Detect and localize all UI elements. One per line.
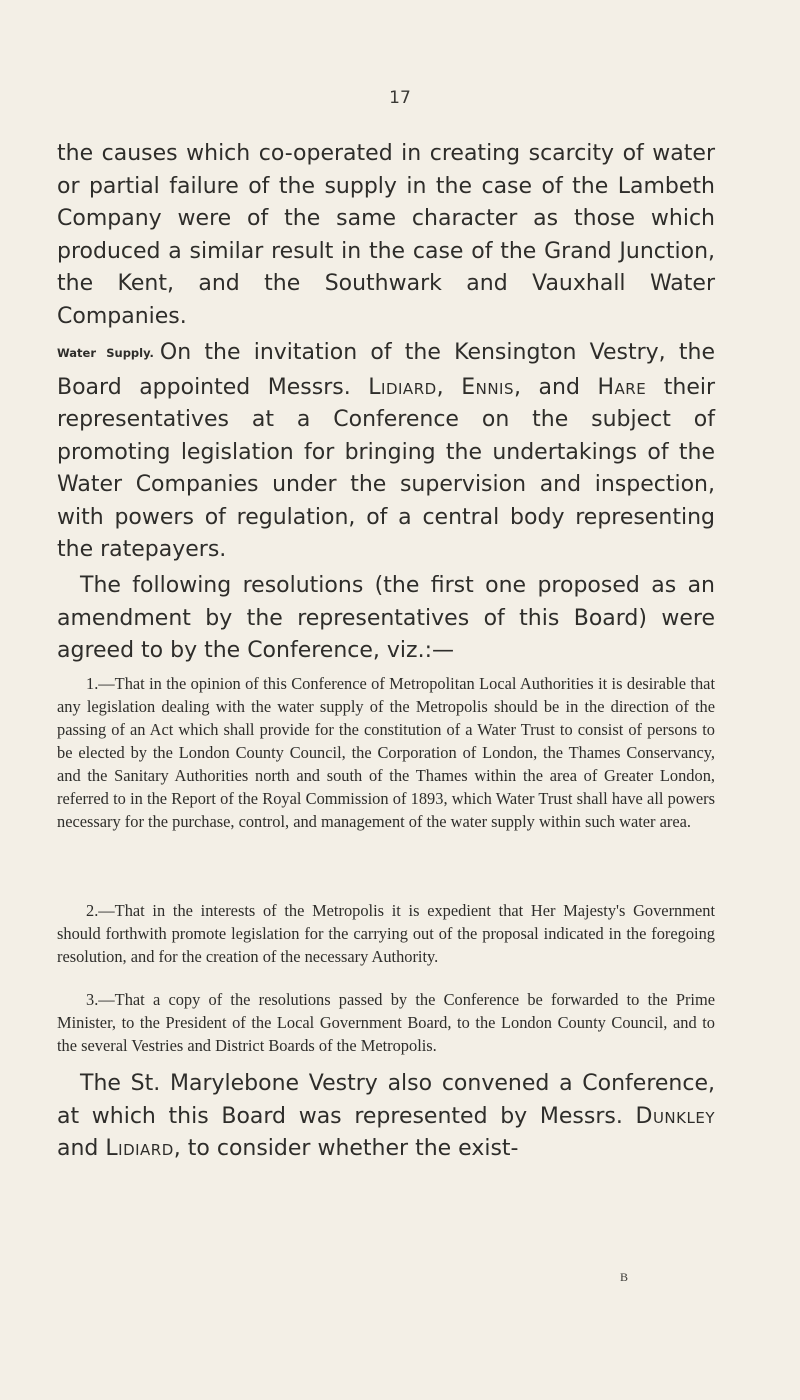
person-name: Lidiard [368, 374, 437, 400]
person-name: Hare [597, 374, 647, 400]
paragraph-text: their representatives at a Conference on the subject of promoting legislation for bringing the undertakings of the Water Companies under the supervision and inspection, with powers of regulation, of a central body representing the ratepayers. [57, 374, 716, 562]
paragraph-continuation: the causes which co-operated in creating scarcity of water or partial failure of the supply in the case of the Lambeth Company were of the same character as those which produced a similar result in the case of the Grand Junction, the Kent, and the Southwark and Vauxhall Water Companies. [57, 141, 715, 329]
paragraph-text: , to consider whether the exist- [173, 1136, 519, 1161]
person-name: Ennis [461, 374, 515, 400]
person-name: Dunkley [635, 1103, 715, 1129]
page-number: 17 [389, 88, 411, 108]
paragraph-water-supply [57, 337, 715, 567]
separator: , and [514, 374, 580, 400]
paragraph-text: On the invitation of the Kensington Vestry, the Board appointed Messrs. [57, 340, 715, 400]
paragraph-text: The St. Marylebone Vestry also convened a Conference, at which this Board was represented by Messrs. [57, 1071, 715, 1129]
conjunction: and [57, 1136, 99, 1161]
resolution-1: 1.—That in the opinion of this Conference of Metropolitan Local Authorities it is desirable that any legislation dealing with the water supply of the Metropolis should be in the direction of the passing of an Act which shall provide for the constitution of a Water Trust to consist of persons to be elected by the London County Council, the Corporation of London, the Thames Conservancy, and the Sanitary Authorities north and south of the Thames within the area of Greater London, referred to in the Report of the Royal Commission of 1893, which Water Trust shall have all powers necessary for the purchase, control, and management of the water supply within such water area. [57, 674, 715, 831]
person-name: Lidiard [105, 1136, 174, 1161]
paragraph-resolutions-intro: The following resolutions (the first one proposed as an amendment by the representatives of this Board) were agreed to by the Conference, viz.:— [57, 573, 715, 663]
sidenote-water-supply: Water Supply. [57, 346, 154, 360]
paragraph-marylebone [57, 1068, 715, 1166]
resolution-2: 2.—That in the interests of the Metropolis it is expedient that Her Majesty's Government should forthwith promote legislation for the carrying out of the proposal indicated in the foregoing resolution, and for the creation of the necessary Authority. [57, 901, 715, 966]
signature-mark: B [620, 1270, 629, 1284]
separator: , [436, 374, 444, 400]
resolution-3: 3.—That a copy of the resolutions passed by the Conference be forwarded to the Prime Minister, to the President of the Local Government Board, to the London County Council, and to the several Vestries and District Boards of the Metropolis. [57, 990, 715, 1055]
